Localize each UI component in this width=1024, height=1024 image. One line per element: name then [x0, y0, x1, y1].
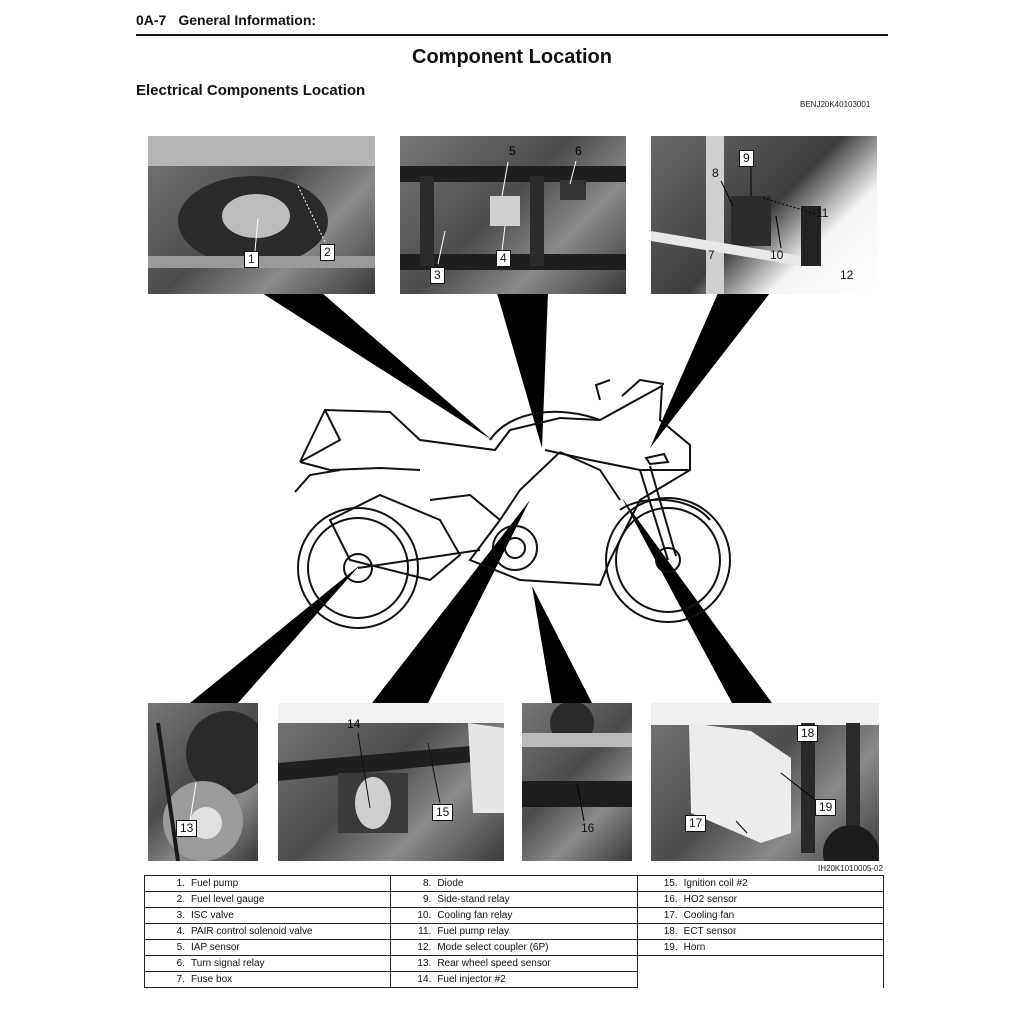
photo-cooling-fan: [651, 703, 879, 861]
legend-cell: [391, 972, 637, 988]
callout-8: 8: [712, 166, 719, 180]
pointer-wedges: [190, 293, 772, 703]
legend-number: 11.: [418, 926, 432, 937]
legend-label: Cooling fan: [683, 910, 735, 921]
pointer-wedge: [532, 586, 592, 703]
legend-label: PAIR control solenoid valve: [191, 926, 313, 937]
legend-cell: [391, 956, 637, 972]
legend-number: 4.: [176, 926, 185, 937]
legend-cell: [637, 876, 883, 892]
legend-row: [145, 908, 884, 924]
legend-number: 16.: [663, 894, 678, 905]
legend-number: 8.: [422, 878, 432, 889]
legend-label: ISC valve: [191, 910, 234, 921]
callout-17: 17: [685, 815, 706, 832]
legend-label: Diode: [437, 878, 464, 889]
legend-number: 15.: [663, 878, 678, 889]
legend-number: 3.: [176, 910, 185, 921]
callout-1: 1: [244, 251, 259, 268]
legend-label: Mode select coupler (6P): [437, 942, 549, 953]
legend-number: 7.: [176, 974, 185, 985]
legend-label: Fuel pump: [191, 878, 239, 889]
callout-12: 12: [840, 268, 854, 282]
callout-4: 4: [496, 250, 511, 267]
pointer-wedge: [190, 565, 360, 703]
legend-cell: [145, 972, 391, 988]
legend-label: Turn signal relay: [191, 958, 265, 969]
page-number: 0A-7: [136, 12, 167, 28]
figure-code: IH20K1010005-02: [818, 864, 883, 873]
legend-row: [145, 892, 884, 908]
legend-label: Fuel pump relay: [437, 926, 510, 937]
legend-cell: [145, 940, 391, 956]
callout-7: 7: [708, 248, 715, 262]
legend-number: 12.: [417, 942, 432, 953]
legend-label: Side-stand relay: [437, 894, 510, 905]
callout-3: 3: [430, 267, 445, 284]
callout-9: 9: [739, 150, 754, 167]
legend-row: [145, 956, 884, 972]
pointer-wedge: [622, 498, 772, 703]
page-title: Component Location: [412, 46, 612, 68]
photo-ho2-sensor: [522, 703, 632, 861]
pointer-wedge: [650, 293, 770, 448]
legend-cell: [145, 876, 391, 892]
legend-cell: [391, 924, 637, 940]
legend-number: 17.: [663, 910, 678, 921]
photo-fuel-pump: [148, 136, 375, 294]
legend-row: [145, 940, 884, 956]
legend-cell: [391, 940, 637, 956]
section-title: General Information:: [178, 12, 317, 28]
legend-row: [145, 876, 884, 892]
callout-18: 18: [797, 725, 818, 742]
subsection-title: Electrical Components Location: [136, 82, 366, 99]
legend-label: Fuel injector #2: [437, 974, 506, 985]
legend-label: Cooling fan relay: [437, 910, 513, 921]
legend-cell: [637, 956, 883, 972]
callout-11: 11: [816, 206, 829, 220]
photo-fuel-injector: [278, 703, 504, 861]
callout-13: 13: [176, 820, 197, 837]
legend-label: Rear wheel speed sensor: [437, 958, 551, 969]
callout-15: 15: [432, 804, 453, 821]
callout-19: 19: [815, 799, 836, 816]
legend-cell: [145, 892, 391, 908]
legend-number: 13.: [417, 958, 432, 969]
legend-row: [145, 924, 884, 940]
legend-cell: [145, 924, 391, 940]
legend-number: 2.: [176, 894, 185, 905]
pointer-wedge: [262, 293, 492, 440]
legend-cell: [391, 892, 637, 908]
legend-label: Horn: [683, 942, 706, 953]
legend-label: ECT sensor: [683, 926, 737, 937]
legend-cell: [637, 908, 883, 924]
legend-cell: [145, 956, 391, 972]
photo-fuse-box: [651, 136, 877, 294]
photo-throttle-area: [400, 136, 626, 294]
legend-cell: [145, 908, 391, 924]
legend-number: 19.: [663, 942, 678, 953]
callout-6: 6: [575, 144, 582, 158]
legend-cell: [637, 924, 883, 940]
legend-number: 9.: [422, 894, 432, 905]
legend-label: Ignition coil #2: [683, 878, 748, 889]
legend-cell: [391, 908, 637, 924]
legend-number: 1.: [176, 878, 185, 889]
photo-rear-wheel-sensor: [148, 703, 258, 861]
legend-number: 10.: [417, 910, 432, 921]
legend-number: 5.: [176, 942, 185, 953]
callout-2: 2: [320, 244, 335, 261]
callout-5: 5: [509, 144, 516, 158]
legend-cell: [637, 972, 883, 988]
legend-cell: [391, 876, 637, 892]
reference-code: BENJ20K40103001: [800, 100, 871, 109]
legend-label: Fuse box: [191, 974, 233, 985]
legend-label: Fuel level gauge: [191, 894, 265, 905]
legend-cell: [637, 940, 883, 956]
legend-label: IAP sensor: [191, 942, 240, 953]
legend-number: 6.: [176, 958, 185, 969]
legend-number: 18.: [663, 926, 678, 937]
callout-14: 14: [347, 717, 361, 731]
legend-cell: [637, 892, 883, 908]
legend-row: [145, 972, 884, 988]
legend-number: 14.: [417, 974, 432, 985]
legend-label: HO2 sensor: [683, 894, 738, 905]
callout-16: 16: [581, 821, 595, 835]
callout-10: 10: [770, 248, 784, 262]
component-legend-table: [144, 875, 884, 988]
